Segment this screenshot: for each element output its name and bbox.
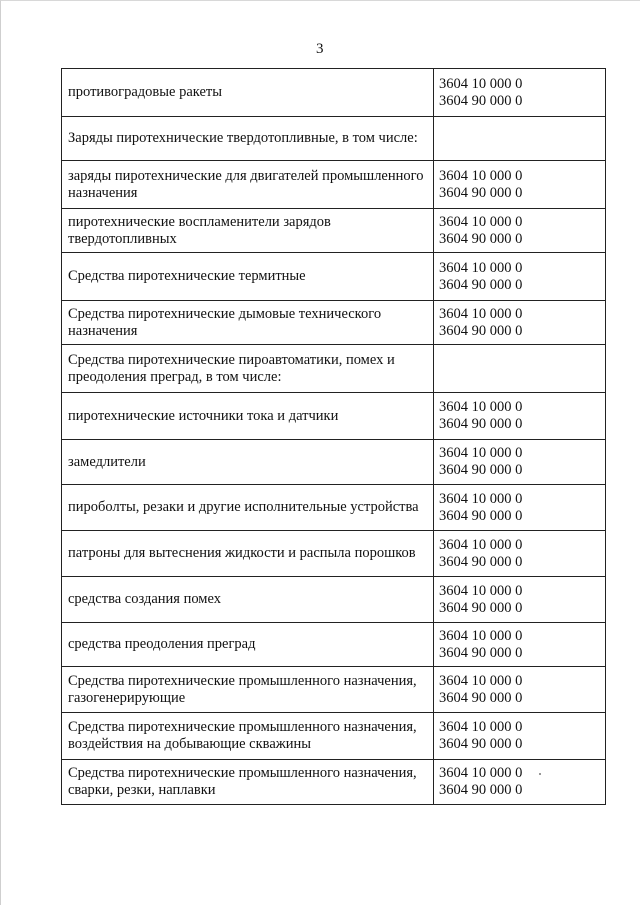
table-row <box>62 623 606 667</box>
table-row <box>62 713 606 760</box>
code-value: 3604 10 000 0 <box>439 305 523 322</box>
table-row <box>62 253 606 301</box>
code-value: 3604 90 000 0 <box>439 644 523 661</box>
table-row <box>62 760 606 805</box>
item-name: замедлители <box>62 440 434 485</box>
code-value: 3604 90 000 0 <box>439 230 523 247</box>
item-name: пиротехнические воспламенители зарядов твердотопливных <box>62 209 434 253</box>
code-value: 3604 90 000 0 <box>439 736 523 752</box>
code-value: 3604 90 000 0 <box>439 184 523 201</box>
table-body <box>62 69 606 805</box>
item-codes <box>434 577 606 623</box>
code-value: 3604 90 000 0 <box>439 553 523 570</box>
item-name: Средства пиротехнические промышленного назначения, газогенерирующие <box>62 667 434 713</box>
table-row <box>62 117 606 161</box>
code-value: 3604 10 000 0 <box>439 719 523 735</box>
code-value: 3604 10 000 0 <box>439 765 523 781</box>
table-row <box>62 485 606 531</box>
code-value: 3604 90 000 0 <box>439 276 523 293</box>
item-codes <box>434 713 606 760</box>
table-row <box>62 667 606 713</box>
item-name: Средства пиротехнические термитные <box>62 253 434 301</box>
code-value: 3604 10 000 0 <box>439 167 523 184</box>
page-number: 3 <box>316 41 324 57</box>
table-row <box>62 209 606 253</box>
item-name: патроны для вытеснения жидкости и распыла порошков <box>62 531 434 577</box>
item-codes <box>434 161 606 209</box>
code-value: 3604 90 000 0 <box>439 782 523 798</box>
item-name: средства преодоления преград <box>62 623 434 667</box>
item-name: противоградовые ракеты <box>62 69 434 117</box>
item-name: Средства пиротехнические пироавтоматики, помех и преодоления преград, в том числе: <box>62 345 434 393</box>
item-codes <box>434 440 606 485</box>
code-value: 3604 90 000 0 <box>439 689 523 706</box>
code-value: 3604 10 000 0 <box>439 536 523 553</box>
item-codes <box>434 69 606 117</box>
table-row <box>62 440 606 485</box>
item-name: Средства пиротехнические промышленного назначения, сварки, резки, наплавки <box>62 760 434 805</box>
table-row <box>62 345 606 393</box>
item-name: средства создания помех <box>62 577 434 623</box>
code-value: 3604 10 000 0 <box>439 259 523 276</box>
item-name: Средства пиротехнические промышленного назначения, воздействия на добывающие скважины <box>62 713 434 760</box>
table-row <box>62 393 606 440</box>
code-value: 3604 10 000 0 <box>439 627 523 644</box>
item-name: Заряды пиротехнические твердотопливные, в том числе: <box>62 117 434 161</box>
code-value: 3604 90 000 0 <box>439 416 523 432</box>
item-codes <box>434 301 606 345</box>
code-value: 3604 10 000 0 <box>439 445 523 461</box>
item-codes <box>434 345 606 393</box>
scan-speck <box>539 773 541 775</box>
code-value: 3604 10 000 0 <box>439 582 523 599</box>
item-name: заряды пиротехнические для двигателей промышленного назначения <box>62 161 434 209</box>
item-codes <box>434 531 606 577</box>
goods-codes-table <box>61 68 606 805</box>
table-row <box>62 161 606 209</box>
code-value: 3604 10 000 0 <box>439 490 523 507</box>
table-row <box>62 69 606 117</box>
code-value: 3604 10 000 0 <box>439 399 523 415</box>
item-codes <box>434 253 606 301</box>
code-value: 3604 90 000 0 <box>439 92 523 109</box>
item-codes <box>434 393 606 440</box>
table-row <box>62 577 606 623</box>
code-value: 3604 10 000 0 <box>439 75 523 92</box>
item-codes <box>434 485 606 531</box>
item-codes <box>434 117 606 161</box>
table-row <box>62 301 606 345</box>
item-name: Средства пиротехнические дымовые технического назначения <box>62 301 434 345</box>
item-name: пиротехнические источники тока и датчики <box>62 393 434 440</box>
code-value: 3604 10 000 0 <box>439 672 523 689</box>
item-codes <box>434 667 606 713</box>
code-value: 3604 10 000 0 <box>439 213 523 230</box>
code-value: 3604 90 000 0 <box>439 322 523 339</box>
item-codes <box>434 760 606 805</box>
code-value: 3604 90 000 0 <box>439 599 523 616</box>
item-codes <box>434 209 606 253</box>
code-value: 3604 90 000 0 <box>439 507 523 524</box>
item-codes <box>434 623 606 667</box>
table-row <box>62 531 606 577</box>
item-name: пироболты, резаки и другие исполнительные устройства <box>62 485 434 531</box>
code-value: 3604 90 000 0 <box>439 462 523 478</box>
